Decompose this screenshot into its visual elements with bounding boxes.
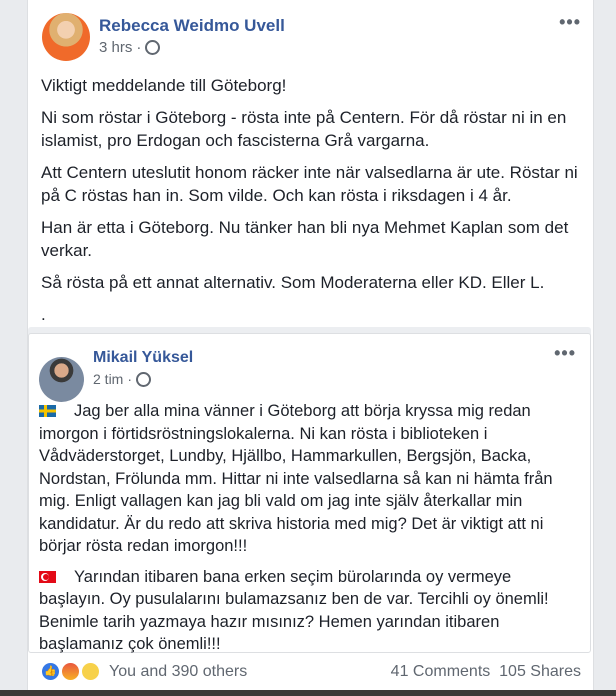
angry-reaction-icon <box>61 662 80 681</box>
post-paragraph: Viktigt meddelande till Göteborg! <box>41 76 287 95</box>
more-options-button[interactable]: ••• <box>559 12 581 32</box>
author-name[interactable]: Rebecca Weidmo Uvell <box>99 16 285 35</box>
shared-more-options-button[interactable]: ••• <box>554 343 576 363</box>
shares-count[interactable]: 105 Shares <box>499 662 581 680</box>
swedish-text: Jag ber alla mina vänner i Göteborg att börja kryssa mig redan imorgon i förtidsröstningslokalerna. Ni kan rösta i biblioteken i Vådväderstorget, Lundby, Hjällbo, Hammarkullen, Bergsjön, Backa, Nordstan, Frölunda mm. Hittar ni inte valsedlarna så kan ni hämta från mig. Enligt vallagen kan jag bli vald om jag inte själv återkallar min kandidatur. Är du redo att skriva historia med mig? Det är viktigt att ni börjar rösta redan imorgon!!! <box>39 402 553 555</box>
post-meta: 3 hrs · <box>99 39 160 56</box>
sweden-flag-icon <box>39 405 56 417</box>
reactions-count[interactable]: You and 390 others <box>109 662 248 680</box>
post-paragraph: . <box>41 305 46 324</box>
turkey-flag-icon <box>39 571 56 583</box>
post-paragraph: Ni som röstar i Göteborg - rösta inte på Centern. För då röstar ni in en islamist, pro Erdogan och fascisterna Grå vargarna. <box>41 108 567 150</box>
post-paragraph: Han är etta i Göteborg. Nu tänker han bli nya Mehmet Kaplan som det verkar. <box>41 218 569 260</box>
shared-body <box>39 400 579 664</box>
post-time[interactable]: 3 hrs <box>99 39 133 56</box>
shared-author-avatar[interactable] <box>39 357 84 402</box>
window-bottom-bar <box>0 690 616 696</box>
shared-author-name[interactable]: Mikail Yüksel <box>93 349 194 366</box>
turkish-text: Yarından itibaren bana erken seçim bürolarında oy vermeye başlayın. Oy pusulalarını bulamazsanız ben de var. Tercihli oy önemli! Benimle tarih yazmaya hazır mısınız? Hemen yarından itibaren başlamanız çok önemli!!! <box>39 567 549 653</box>
comments-count[interactable]: 41 Comments <box>390 662 491 680</box>
shared-meta: 2 tim · <box>93 371 151 387</box>
reactions[interactable] <box>41 662 247 681</box>
post-paragraph: Så rösta på ett annat alternativ. Som Moderaterna eller KD. Eller L. <box>41 273 545 292</box>
wow-reaction-icon <box>81 662 100 681</box>
post-paragraph: Att Centern uteslutit honom räcker inte när valsedlarna är ute. Röstar ni på C röstas han in. Som vilde. Och kan rösta i riksdagen i 4 år. <box>41 163 578 205</box>
engagement-counts <box>391 663 581 681</box>
globe-icon <box>145 40 160 55</box>
post-card <box>27 0 594 690</box>
shared-post[interactable] <box>28 333 591 653</box>
post-body <box>41 74 586 335</box>
like-reaction-icon: 👍 <box>41 662 60 681</box>
post-footer <box>41 662 581 681</box>
author-avatar[interactable] <box>42 13 90 61</box>
shared-time[interactable]: 2 tim <box>93 371 124 387</box>
globe-icon <box>136 372 151 387</box>
